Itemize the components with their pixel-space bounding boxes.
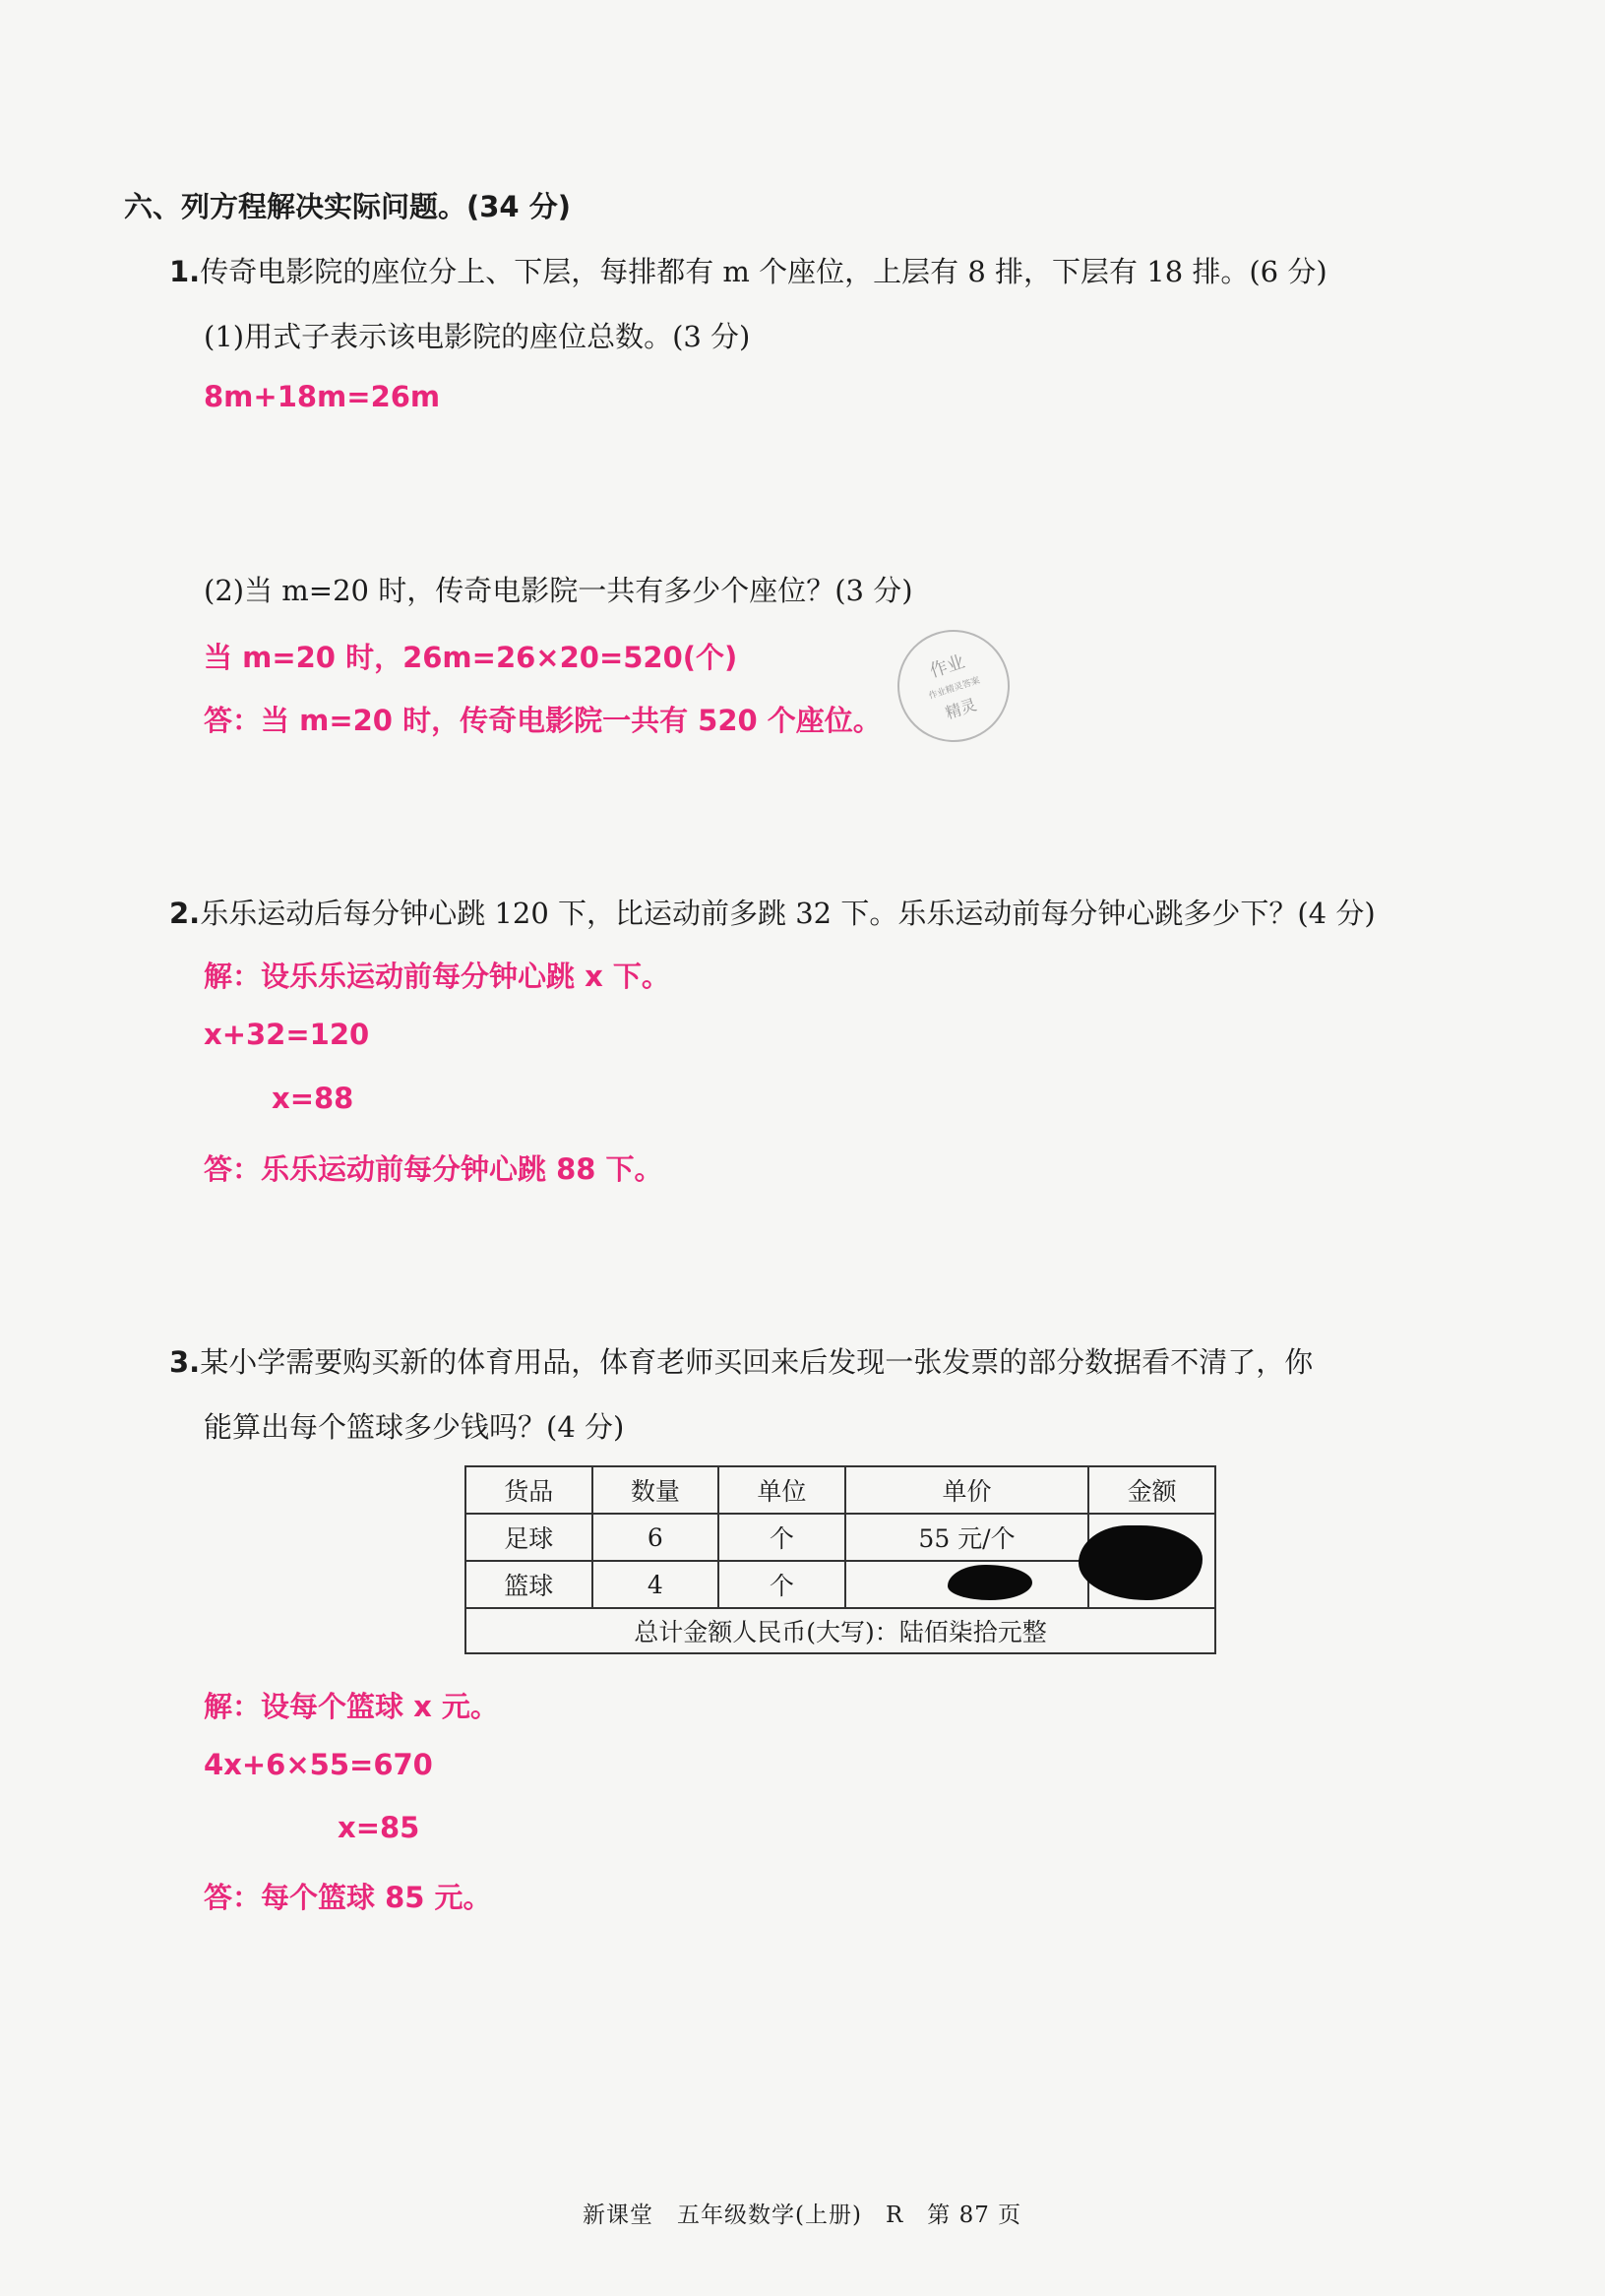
table-header-cell: 单价 bbox=[845, 1466, 1089, 1514]
table-cell: 篮球 bbox=[465, 1561, 592, 1608]
table-cell: 55 元/个 bbox=[845, 1514, 1089, 1561]
table-header-cell: 数量 bbox=[592, 1466, 719, 1514]
q1-sub1-answer: 8m+18m=26m bbox=[204, 380, 441, 413]
q1-sub2-text: (2)当 m=20 时，传奇电影院一共有多少个座位？(3 分) bbox=[204, 574, 913, 607]
table-cell: 4 bbox=[592, 1561, 719, 1608]
table-cell: 足球 bbox=[465, 1514, 592, 1561]
q2-answer-line: 答：乐乐运动前每分钟心跳 88 下。 bbox=[204, 1152, 663, 1186]
q1-sub1-text: (1)用式子表示该电影院的座位总数。(3 分) bbox=[204, 320, 751, 353]
question-3 bbox=[169, 1340, 1313, 1381]
watermark-stamp: 作业 作业精灵答案 精灵 bbox=[883, 615, 1024, 757]
question-3-text-cont: 能算出每个篮球多少钱吗？(4 分) bbox=[204, 1410, 625, 1444]
question-text: 乐乐运动后每分钟心跳 120 下，比运动前多跳 32 下。乐乐运动前每分钟心跳多少下？(4 分) bbox=[200, 897, 1376, 930]
table-total: 总计金额人民币(大写)：陆佰柒拾元整 bbox=[465, 1608, 1215, 1653]
question-1 bbox=[169, 250, 1327, 290]
question-2 bbox=[169, 892, 1376, 932]
q2-answer-line: x=88 bbox=[272, 1082, 354, 1115]
table-total-row bbox=[465, 1608, 1215, 1653]
ink-blot-amount bbox=[1079, 1525, 1203, 1600]
q3-answer-line: 解：设每个篮球 x 元。 bbox=[204, 1690, 499, 1723]
question-number: 2. bbox=[169, 897, 201, 930]
q2-answer-line: 解：设乐乐运动前每分钟心跳 x 下。 bbox=[204, 960, 670, 993]
question-number: 1. bbox=[169, 255, 201, 288]
ink-blot-price bbox=[948, 1565, 1032, 1600]
table-cell: 个 bbox=[718, 1514, 845, 1561]
q3-answer-line: 答：每个篮球 85 元。 bbox=[204, 1881, 492, 1914]
q2-answer-line: x+32=120 bbox=[204, 1018, 370, 1051]
table-cell: 个 bbox=[718, 1561, 845, 1608]
table-header-cell: 货品 bbox=[465, 1466, 592, 1514]
q3-answer-line: 4x+6×55=670 bbox=[204, 1748, 433, 1781]
q1-sub2-answer-line1: 当 m=20 时，26m=26×20=520(个) bbox=[204, 641, 738, 674]
section-title: 六、列方程解决实际问题。(34 分) bbox=[124, 190, 571, 223]
question-text: 某小学需要购买新的体育用品，体育老师买回来后发现一张发票的部分数据看不清了，你 bbox=[200, 1345, 1314, 1379]
question-number: 3. bbox=[169, 1345, 201, 1379]
table-header-row bbox=[465, 1466, 1215, 1514]
question-text: 传奇电影院的座位分上、下层，每排都有 m 个座位，上层有 8 排，下层有 18 排。(6 分) bbox=[200, 255, 1327, 288]
table-header-cell: 金额 bbox=[1088, 1466, 1215, 1514]
page-footer: 新课堂 五年级数学(上册) R 第 87 页 bbox=[583, 2203, 1022, 2228]
table-header-cell: 单位 bbox=[718, 1466, 845, 1514]
q1-sub2-answer-line2: 答：当 m=20 时，传奇电影院一共有 520 个座位。 bbox=[204, 704, 882, 737]
q3-answer-line: x=85 bbox=[338, 1811, 420, 1844]
table-cell: 6 bbox=[592, 1514, 719, 1561]
